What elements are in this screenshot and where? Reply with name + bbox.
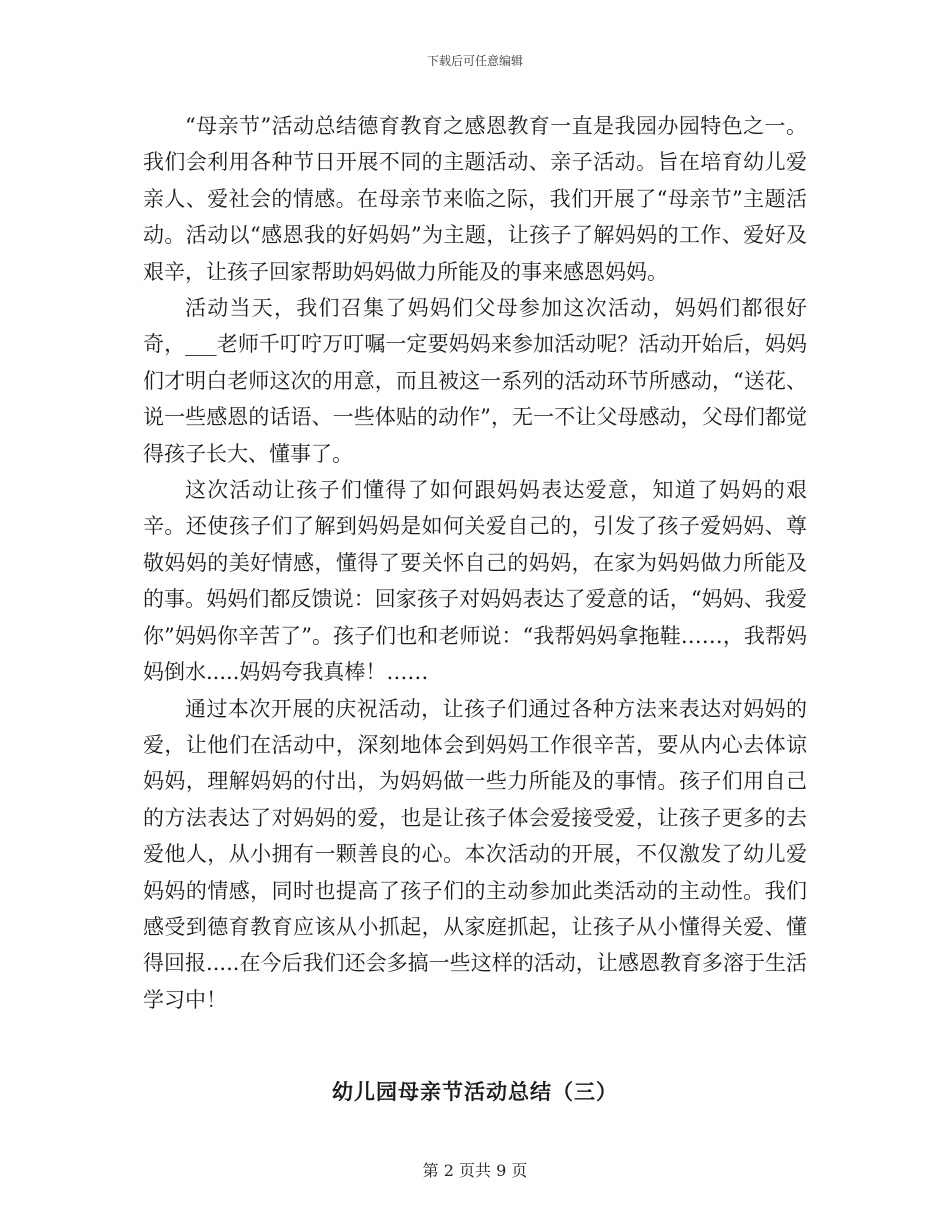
body-text	[143, 108, 807, 1018]
page-number: 第 2 页共 9 页	[422, 1161, 528, 1180]
section-title: 幼儿园母亲节活动总结（三）	[332, 1079, 618, 1104]
paragraph-2: 活动当天，我们召集了妈妈们父母参加这次活动，妈妈们都很好奇，___老师千叮咛万叮嘱一定要妈妈来参加活动呢？活动开始后，妈妈们才明白老师这次的用意，而且被这一系列的活动环节所感动，“送花、说一些感恩的话语、一些体贴的动作”，无一不让父母感动，父母们都觉得孩子长大、懂事了。	[143, 296, 807, 466]
page-header: 下载后可任意编辑	[426, 54, 523, 68]
paragraph-3: 这次活动让孩子们懂得了如何跟妈妈表达爱意，知道了妈妈的艰辛。还使孩子们了解到妈妈是如何关爱自己的，引发了孩子爱妈妈、尊敬妈妈的美好情感，懂得了要关怀自己的妈妈，在家为妈妈做力所能及的事。妈妈们都反馈说：回家孩子对妈妈表达了爱意的话，“妈妈、我爱你”妈妈你辛苦了”。孩子们也和老师说：“我帮妈妈拿拖鞋……，我帮妈妈倒水.....妈妈夸我真棒！……	[143, 478, 807, 685]
paragraph-1: “母亲节”活动总结德育教育之感恩教育一直是我园办园特色之一。我们会利用各种节日开展不同的主题活动、亲子活动。旨在培育幼儿爱亲人、爱社会的情感。在母亲节来临之际，我们开展了“母亲节”主题活动。活动以“感恩我的好妈妈”为主题，让孩子了解妈妈的工作、爱好及艰辛，让孩子回家帮助妈妈做力所能及的事来感恩妈妈。	[143, 114, 807, 284]
paragraph-4: 通过本次开展的庆祝活动，让孩子们通过各种方法来表达对妈妈的爱，让他们在活动中，深刻地体会到妈妈工作很辛苦，要从内心去体谅妈妈，理解妈妈的付出，为妈妈做一些力所能及的事情。孩子们用自己的方法表达了对妈妈的爱，也是让孩子体会爱接受爱，让孩子更多的去爱他人，从小拥有一颗善良的心。本次活动的开展，不仅激发了幼儿爱妈妈的情感，同时也提高了孩子们的主动参加此类活动的主动性。我们感受到德育教育应该从小抓起，从家庭抓起，让孩子从小懂得关爱、懂得回报.....在今后我们还会多搞一些这样的活动，让感恩教育多溶于生活学习中！	[143, 696, 807, 1012]
